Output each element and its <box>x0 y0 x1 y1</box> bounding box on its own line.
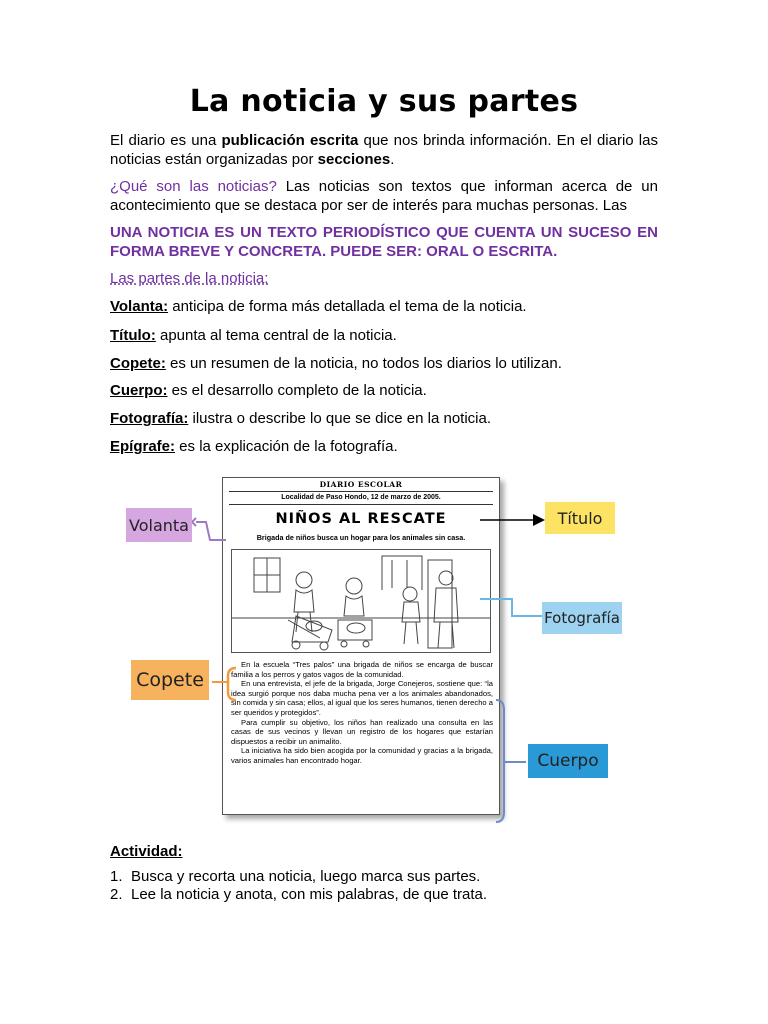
intro-text-2: que nos brinda información. En el diario las noticias están organizadas por <box>110 132 658 168</box>
part-cuerpo <box>110 381 658 400</box>
definition-question: ¿Qué son las noticias? <box>110 178 277 195</box>
list-number: 1. <box>110 868 123 885</box>
cuerpo-bracket <box>496 700 504 822</box>
volanta-connector <box>196 522 226 540</box>
part-term: Volanta: <box>110 298 169 315</box>
list-number: 2. <box>110 886 123 903</box>
intro-paragraph <box>110 131 658 169</box>
definition-paragraph <box>110 177 658 215</box>
fotografia-connector <box>480 599 542 616</box>
list-item <box>110 886 488 904</box>
newspaper-location: Localidad de Paso Hondo, 12 de marzo de 2005. <box>229 494 493 505</box>
activity-heading-text: Actividad: <box>110 843 183 860</box>
label-fotografia: Fotografía <box>542 602 622 634</box>
part-term: Epígrafe: <box>110 438 176 455</box>
part-copete <box>110 354 658 373</box>
list-text: Lee la noticia y anota, con mis palabras, de que trata. <box>131 886 488 903</box>
news-subheadline: Brigada de niños busca un hogar para los animales sin casa. <box>256 533 466 542</box>
intro-text-1: El diario es una <box>110 132 222 149</box>
part-desc: ilustra o describe lo que se dice en la noticia. <box>188 410 492 427</box>
part-term: Título: <box>110 327 156 344</box>
parts-heading <box>110 269 658 288</box>
part-desc: anticipa de forma más detallada el tema de la noticia. <box>168 298 527 315</box>
label-copete: Copete <box>131 660 209 700</box>
intro-bold-2: secciones <box>317 151 391 168</box>
label-cuerpo: Cuerpo <box>528 744 608 778</box>
caps-statement: UNA NOTICIA ES UN TEXTO PERIODÍSTICO QUE CUENTA UN SUCESO EN FORMA BREVE Y CONCRETA. PUEDE SER: ORAL O ESCRITA. <box>110 224 658 260</box>
news-body-paragraph: La iniciativa ha sido bien acogida por la comunidad y gracias a la brigada, varios animales han encontrado hogar. <box>231 746 493 765</box>
news-body-paragraph: En la escuela “Tres palos” una brigada de niños se encarga de buscar familia a los perros y gatos vagos de la comunidad. <box>231 660 493 679</box>
intro-bold-1: publicación escrita <box>221 132 359 149</box>
parts-heading-text: Las partes de la noticia: <box>110 270 269 287</box>
part-term: Fotografía: <box>110 410 189 427</box>
activity-heading <box>110 842 658 861</box>
part-term: Copete: <box>110 355 166 372</box>
definition-text: Las noticias son textos que informan acerca de un acontecimiento que se destaca por ser de interés para muchas personas. Las <box>110 178 658 214</box>
label-titulo: Título <box>545 502 615 534</box>
label-volanta: Volanta <box>126 508 192 542</box>
intro-text-3: . <box>390 151 395 168</box>
part-titulo <box>110 326 658 345</box>
news-headline: NIÑOS AL RESCATE <box>275 511 447 527</box>
part-volanta <box>110 297 658 316</box>
part-desc: apunta al tema central de la noticia. <box>155 327 397 344</box>
part-desc: es el desarrollo completo de la noticia. <box>167 382 427 399</box>
list-text: Busca y recorta una noticia, luego marca sus partes. <box>131 868 481 885</box>
news-parts-figure <box>120 468 628 830</box>
part-desc: es la explicación de la fotografía. <box>175 438 398 455</box>
news-body-paragraph: En una entrevista, el jefe de la brigada, Jorge Conejeros, sostiene que: “la idea surgió porque nos daba mucha pena ver a los animales abandonados, sin comida y sin casa; ellos, al igual que los seres humanos, tienen derecho a ser queridos y protegidos”. <box>231 679 493 717</box>
activity-list <box>110 868 488 904</box>
part-desc: es un resumen de la noticia, no todos los diarios lo utilizan. <box>165 355 562 372</box>
copete-bracket <box>228 668 236 700</box>
part-fotografia <box>110 409 658 428</box>
part-term: Cuerpo: <box>110 382 168 399</box>
part-epigrafe <box>110 437 658 456</box>
page-title: La noticia y sus partes <box>189 84 579 119</box>
volanta-arrowhead <box>192 518 196 526</box>
news-body-paragraph: Para cumplir su objetivo, los niños han realizado una consulta en las casas de sus vecinos y llevan un registro de los hogares que estarían dispuestos a recibir un animalito. <box>231 717 493 746</box>
newspaper-name: DIARIO ESCOLAR <box>229 480 493 492</box>
list-item <box>110 868 487 886</box>
